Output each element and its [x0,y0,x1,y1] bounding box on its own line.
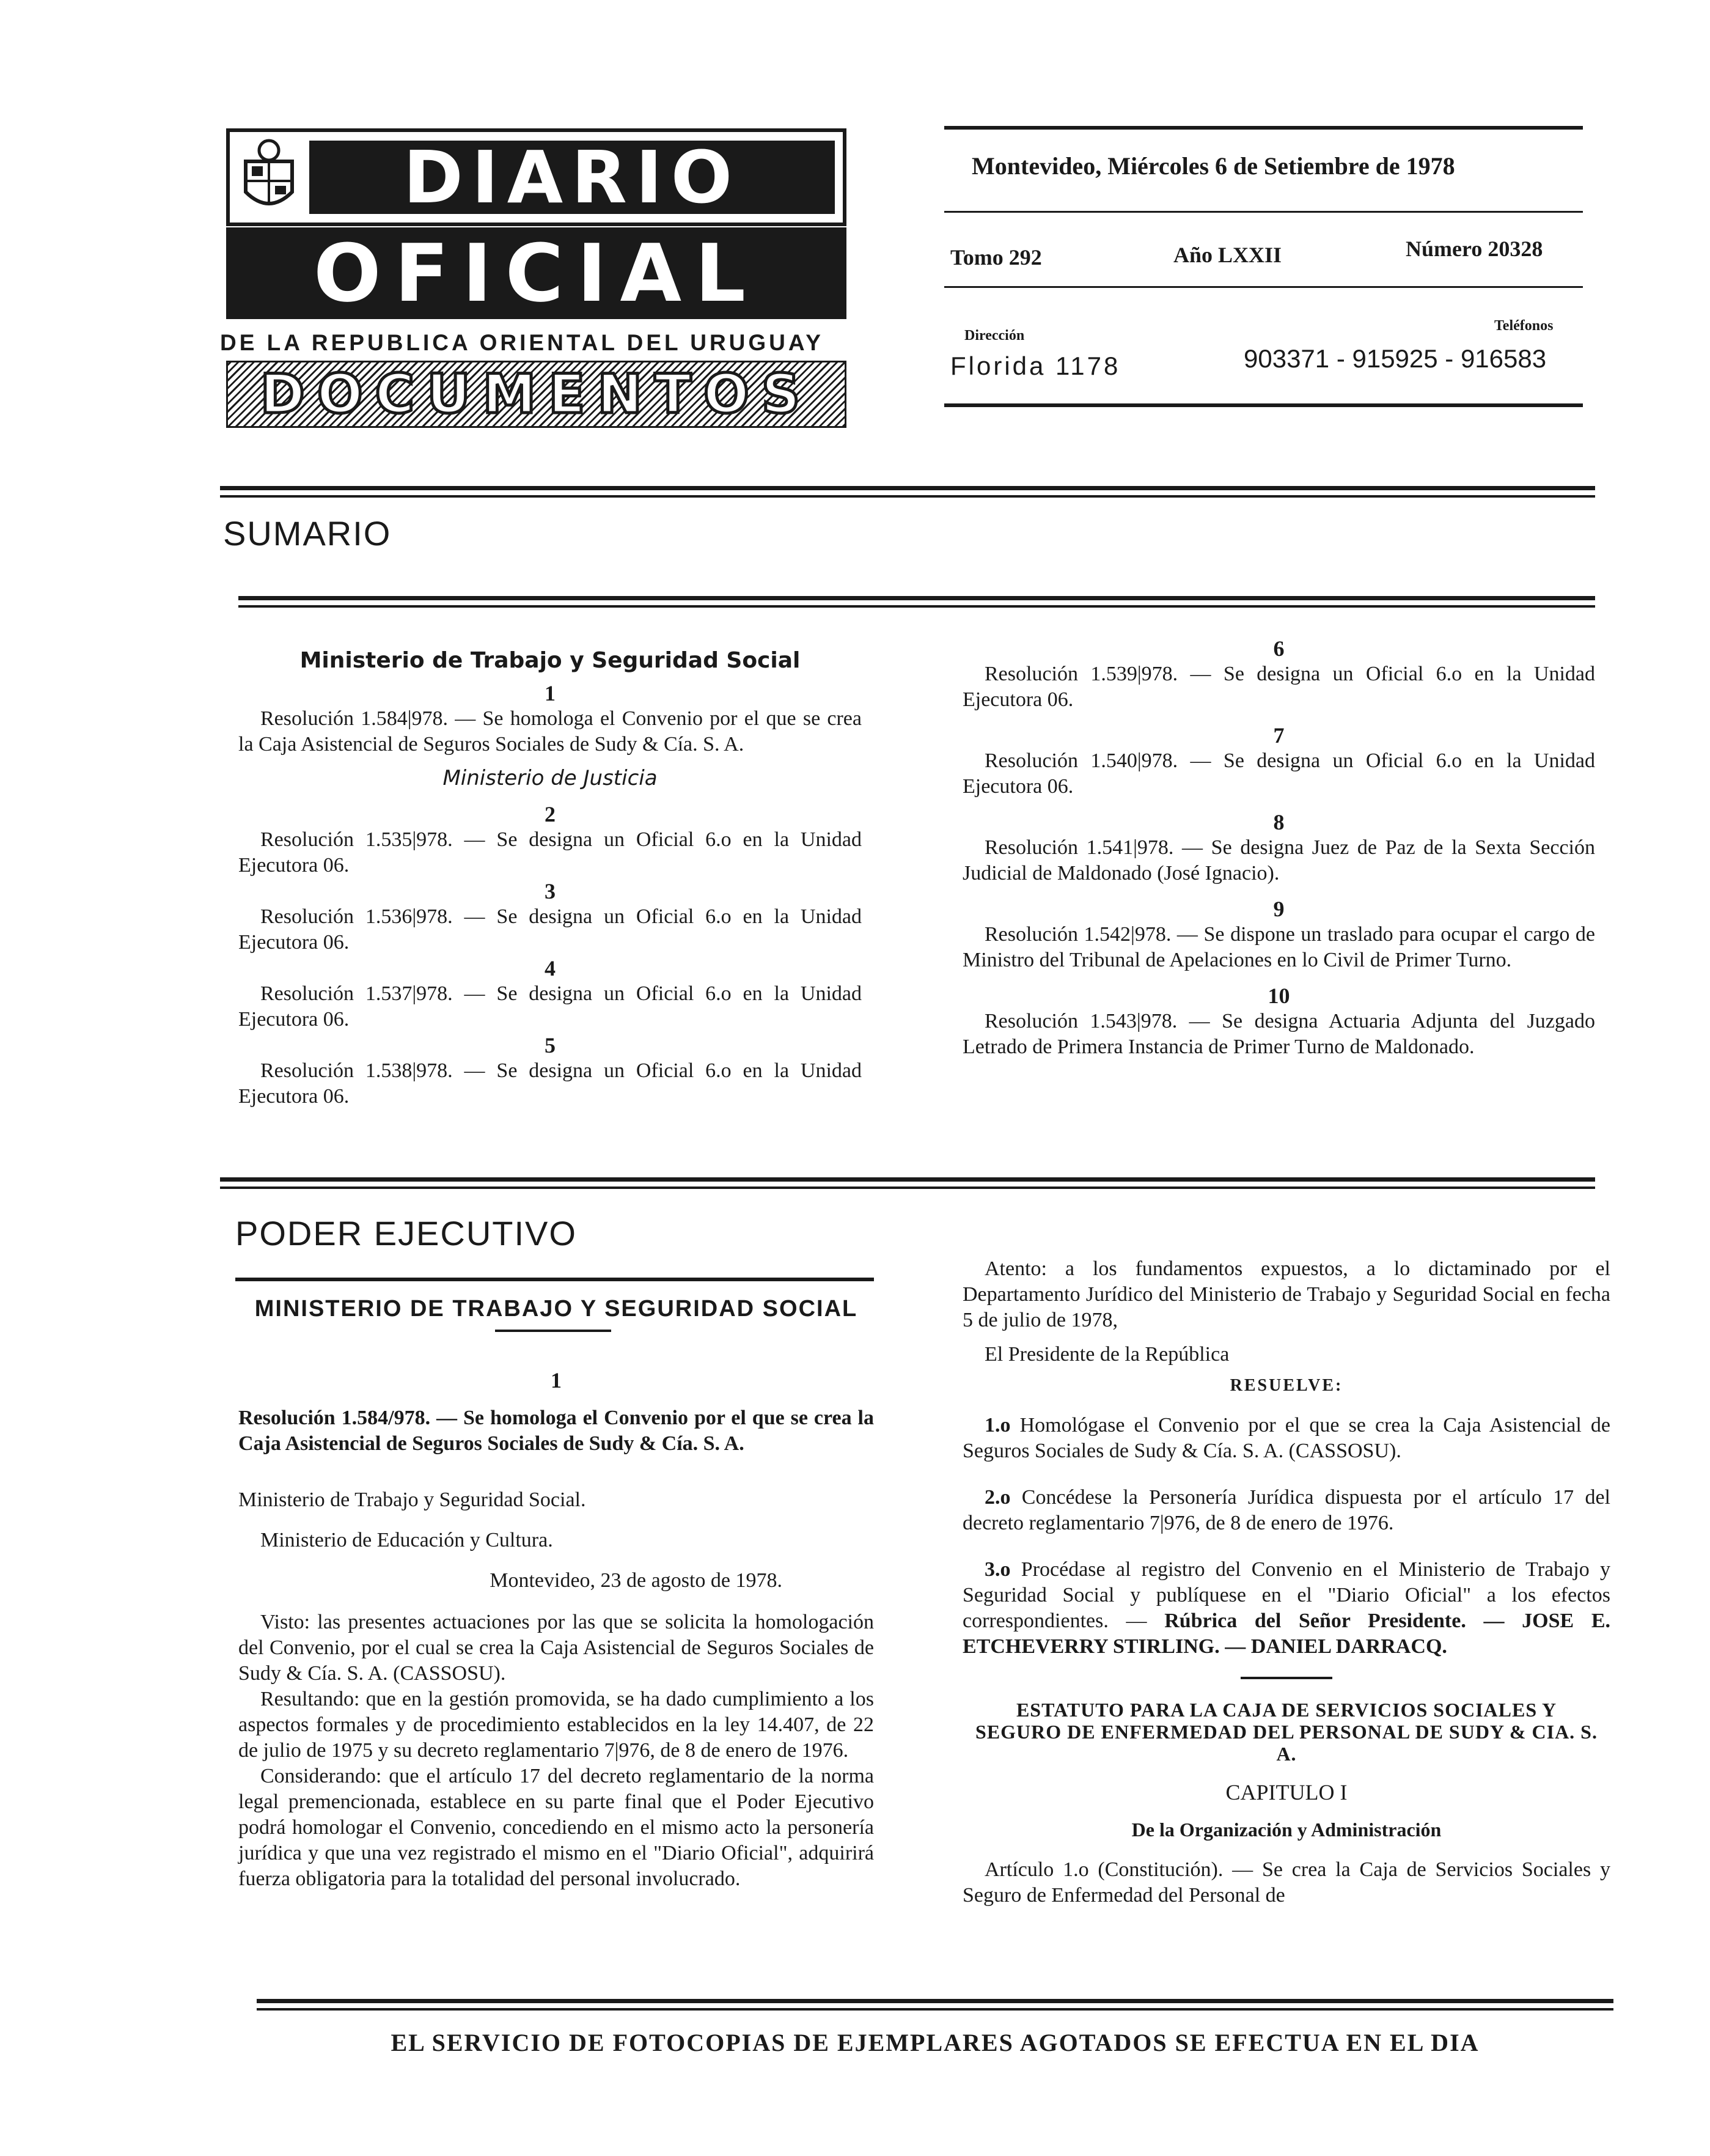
sumario-item: Resolución 1.538|978. — Se designa un Oficial 6.o en la Unidad Ejecutora 06. [238,1059,862,1108]
place-date: Montevideo, 23 de agosto de 1978. [490,1569,782,1592]
ministry-heading: MINISTERIO DE TRABAJO Y SEGURIDAD SOCIAL [254,1296,858,1322]
sumario-item-number: 1 [545,681,556,705]
resuelve-label: RESUELVE: [1230,1376,1343,1395]
masthead-title-box [226,128,846,226]
anio: Año LXXII [1173,243,1282,267]
telefonos-label: Teléfonos [1494,318,1554,334]
sumario-item-number: 7 [1273,723,1285,748]
section-word: DOCUMENTOS [260,362,813,425]
ministry-line: Ministerio de Educación y Cultura. [260,1529,553,1551]
capitulo-heading: CAPITULO I [1225,1780,1348,1805]
sumario-item-number: 3 [545,879,556,903]
sumario-right-column [963,636,1595,1060]
header-low-rule [944,286,1583,288]
footer-rule [257,1999,1613,2011]
oficial-title-block [226,227,846,319]
footer-notice: EL SERVICIO DE FOTOCOPIAS DE EJEMPLARES AGOTADOS SE EFECTUA EN EL DIA [391,2029,1480,2056]
estatuto-rule [1241,1677,1332,1679]
article-2 [963,1485,1610,1536]
article-3-number: 3.o [985,1558,1011,1581]
tomo: Tomo 292 [950,245,1042,270]
article-3-text: Procédase al registro del Convenio en el Ministerio de Trabajo y Seguridad Social y publíquese en el "Diario Oficial" a los efectos correspondientes. — [963,1558,1611,1632]
ministry-line: Ministerio de Trabajo y Seguridad Social. [238,1488,586,1511]
coat-of-arms-icon [238,137,299,216]
body-left-column [238,1296,874,1892]
sumario-item-number: 8 [1273,810,1285,834]
visto-paragraph: Visto: las presentes actuaciones por las que se solicita la homologación del Convenio, por el cual se crea la Caja Asistencial de Seguros Sociales de Sudy & Cía. S. A. (CASSOSU). [238,1611,874,1685]
body-right-column [963,1256,1610,1908]
sumario-item: Resolución 1.541|978. — Se designa Juez de Paz de la Sexta Sección Judicial de Maldonado (José Ignacio). [963,836,1595,885]
sumario-item: Resolución 1.584|978. — Se homologa el Convenio por el que se crea la Caja Asistencial de Seguros Sociales de Sudy & Cía. S. A. [238,707,862,756]
articulo-1-paragraph: Artículo 1.o (Constitución). — Se crea la Caja de Servicios Sociales y Seguro de Enfermedad del Personal de [963,1858,1610,1907]
article-3 [963,1557,1610,1660]
presidente-line: El Presidente de la República [985,1343,1230,1366]
article-3-signature: Rúbrica del Señor Presidente. — JOSE E. ETCHEVERRY STIRLING. — DANIEL DARRACQ. [963,1610,1610,1658]
sumario-item-number: 5 [545,1033,556,1058]
sumario-ministry-justicia: Ministerio de Justicia [442,766,658,790]
sumario-item-number: 4 [545,956,556,981]
considerando-paragraph: Considerando: que el artículo 17 del decreto reglamentario de la norma legal premencionada, establece en su parte final que el Poder Ejecutivo podrá homologar el Convenio, concediendo en el mismo acto la personería jurídica y que una vez registrado el mismo en el "Diario Oficial", adquirirá fuerza obligatoria para la totalidad del personal involucrado. [238,1765,874,1890]
telefonos-value: 903371 - 915925 - 916583 [1244,344,1547,373]
poder-ejecutivo-rule [235,1278,874,1281]
masthead-title-line2: OFICIAL [314,227,759,320]
sumario-item-number: 9 [1273,897,1285,921]
sumario-item: Resolución 1.542|978. — Se dispone un traslado para ocupar el cargo de Ministro del Tribunal de Apelaciones en lo Civil de Primer Turno. [963,923,1595,971]
header-top-rule [944,126,1583,130]
masthead-title-line1: DIARIO [403,135,741,219]
atento-paragraph: Atento: a los fundamentos expuestos, a lo dictaminado por el Departamento Jurídico del Ministerio de Trabajo y Seguridad Social en fecha 5 de julio de 1978, [963,1257,1610,1331]
sumario-bottom-rule [220,1177,1595,1189]
capitulo-subheading: De la Organización y Administración [1131,1819,1442,1841]
sumario-left-column [238,648,862,1109]
resolution-number: 1 [551,1368,562,1393]
date-line: Montevideo, Miércoles 6 de Setiembre de 1978 [972,152,1455,180]
sumario-item-number: 10 [1268,984,1290,1008]
sumario-item: Resolución 1.540|978. — Se designa un Oficial 6.o en la Unidad Ejecutora 06. [963,749,1595,798]
numero: Número 20328 [1406,237,1543,261]
ministry-underline [495,1330,611,1332]
resultando-paragraph: Resultando: que en la gestión promovida, se ha dado cumplimiento a los aspectos formales y de procedimiento establecidos en la ley 14.407, de 22 de julio de 1975 y su decreto reglamentario 7|976, de 8 de enero de 1976. [238,1688,874,1762]
header-mid-rule [944,211,1583,213]
sumario-item: Resolución 1.537|978. — Se designa un Oficial 6.o en la Unidad Ejecutora 06. [238,982,862,1031]
documentos-block [226,361,846,428]
sumario-item: Resolución 1.535|978. — Se designa un Oficial 6.o en la Unidad Ejecutora 06. [238,828,862,877]
sumario-item-number: 6 [1273,636,1285,661]
article-2-number: 2.o [985,1486,1011,1509]
sumario-rule [238,596,1595,608]
direccion-label: Dirección [964,328,1025,344]
article-1-text: Homológase el Convenio por el que se crea la Caja Asistencial de Seguros Sociales de Sudy & Cía. S. A. (CASSOSU). [963,1414,1610,1462]
direccion-value: Florida 1178 [950,351,1121,380]
masthead-subtitle: DE LA REPUBLICA ORIENTAL DEL URUGUAY [220,330,824,355]
article-1-number: 1.o [985,1414,1011,1437]
sumario-ministry-trabajo: Ministerio de Trabajo y Seguridad Social [299,648,801,673]
header-bottom-rule [944,403,1583,407]
estatuto-title: ESTATUTO PARA LA CAJA DE SERVICIOS SOCIALES Y SEGURO DE ENFERMEDAD DEL PERSONAL DE SUDY & CIA. S. A. [975,1699,1598,1765]
article-1 [963,1413,1610,1464]
masthead [220,116,849,446]
diario-title-block [309,135,835,219]
sumario-item: Resolución 1.543|978. — Se designa Actuaria Adjunta del Juzgado Letrado de Primera Instancia de Primer Turno de Maldonado. [963,1010,1595,1058]
sumario-heading: SUMARIO [223,514,392,553]
sumario-item: Resolución 1.539|978. — Se designa un Oficial 6.o en la Unidad Ejecutora 06. [963,663,1595,711]
resolution-title: Resolución 1.584/978. — Se homologa el Convenio por el que se crea la Caja Asistencial de Seguros Sociales de Sudy & Cía. S. A. [238,1407,874,1455]
sumario-item-number: 2 [545,802,556,826]
sumario-item: Resolución 1.536|978. — Se designa un Oficial 6.o en la Unidad Ejecutora 06. [238,905,862,954]
masthead-divider [220,486,1595,498]
article-2-text: Concédese la Personería Jurídica dispuesta por el artículo 17 del decreto reglamentario 7|976, de 8 de enero de 1976. [963,1486,1611,1534]
poder-ejecutivo-heading: PODER EJECUTIVO [235,1214,577,1253]
